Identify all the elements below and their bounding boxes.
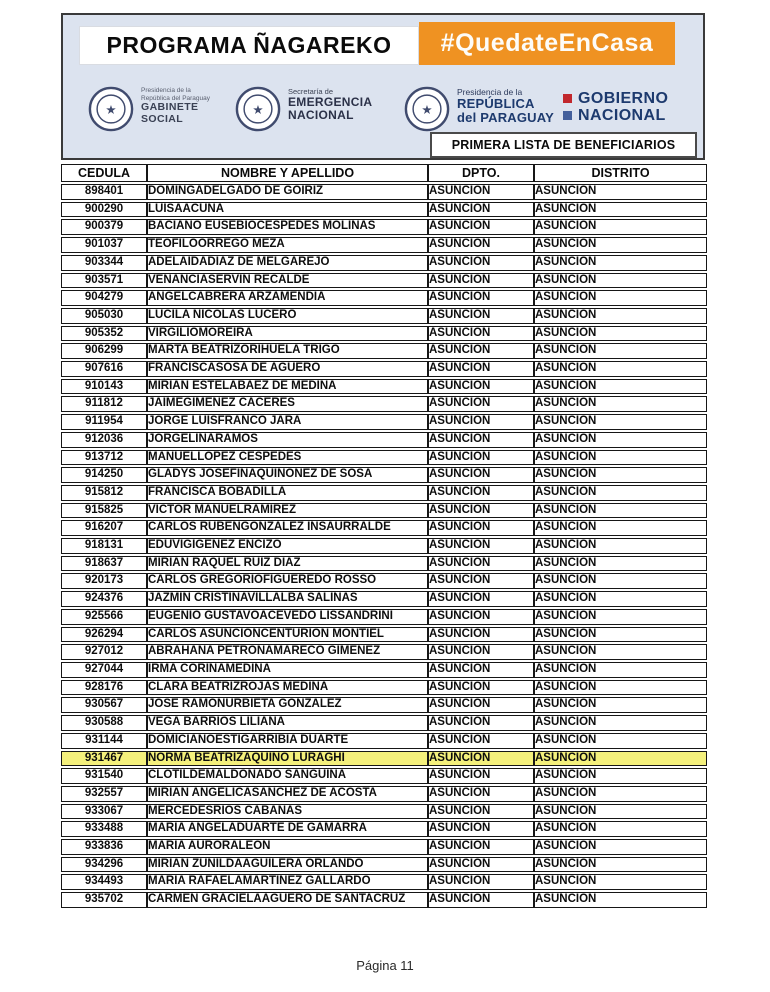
cell-distrito: ASUNCION	[534, 379, 707, 395]
header-box	[61, 13, 705, 160]
cell-dpto: ASUNCION	[428, 697, 534, 713]
logo-line: EMERGENCIA	[288, 95, 373, 109]
cell-cedula: 907616	[61, 361, 147, 377]
table-row	[61, 255, 707, 271]
table-row	[61, 290, 707, 306]
beneficiary-table-body	[61, 184, 707, 908]
cell-dpto: ASUNCION	[428, 573, 534, 589]
cell-distrito: ASUNCION	[534, 237, 707, 253]
cell-cedula: 915812	[61, 485, 147, 501]
cell-nombre: BACIANO EUSEBIOCESPEDES MOLINAS	[147, 219, 428, 235]
table-row	[61, 768, 707, 784]
table-row	[61, 573, 707, 589]
cell-distrito: ASUNCION	[534, 573, 707, 589]
cell-cedula: 903344	[61, 255, 147, 271]
cell-distrito: ASUNCION	[534, 892, 707, 908]
cell-distrito: ASUNCION	[534, 680, 707, 696]
logo-line: GABINETE	[141, 101, 199, 113]
page-number: Página 11	[356, 958, 414, 973]
table-row	[61, 786, 707, 802]
cell-cedula: 913712	[61, 450, 147, 466]
cell-distrito: ASUNCION	[534, 768, 707, 784]
gobierno-row	[563, 91, 668, 106]
cell-cedula: 901037	[61, 237, 147, 253]
cell-nombre: MIRIAN ANGELICASANCHEZ DE ACOSTA	[147, 786, 428, 802]
cell-distrito: ASUNCION	[534, 290, 707, 306]
table-row	[61, 538, 707, 554]
cell-nombre: MARIA AURORALEON	[147, 839, 428, 855]
cell-nombre: CLARA BEATRIZROJAS MEDINA	[147, 680, 428, 696]
cell-distrito: ASUNCION	[534, 662, 707, 678]
logo-gobierno-nacional	[563, 91, 668, 123]
cell-dpto: ASUNCION	[428, 786, 534, 802]
red-square-icon	[563, 94, 572, 103]
cell-dpto: ASUNCION	[428, 503, 534, 519]
cell-cedula: 911954	[61, 414, 147, 430]
cell-cedula: 912036	[61, 432, 147, 448]
cell-cedula: 915825	[61, 503, 147, 519]
table-row	[61, 361, 707, 377]
cell-nombre: JORGELINARAMOS	[147, 432, 428, 448]
logo-line: Secretaría de	[288, 87, 334, 96]
table-row	[61, 396, 707, 412]
cell-distrito: ASUNCION	[534, 184, 707, 200]
cell-nombre: JAZMIN CRISTINAVILLALBA SALINAS	[147, 591, 428, 607]
cell-dpto: ASUNCION	[428, 627, 534, 643]
cell-dpto: ASUNCION	[428, 396, 534, 412]
table-row	[61, 591, 707, 607]
header-distrito: DISTRITO	[534, 164, 707, 182]
cell-distrito: ASUNCION	[534, 450, 707, 466]
cell-nombre: FRANCISCASOSA DE AGUERO	[147, 361, 428, 377]
logo-emergencia-nacional-text	[288, 86, 372, 122]
cell-cedula: 933488	[61, 821, 147, 837]
cell-nombre: MERCEDESRIOS CABAÑAS	[147, 804, 428, 820]
cell-dpto: ASUNCION	[428, 290, 534, 306]
table-row	[61, 662, 707, 678]
cell-distrito: ASUNCION	[534, 255, 707, 271]
cell-distrito: ASUNCION	[534, 202, 707, 218]
cell-nombre: ABRAHANA PETRONAMARECO GIMENEZ	[147, 644, 428, 660]
cell-nombre: ANGELCABRERA ARZAMENDIA	[147, 290, 428, 306]
logo-gabinete-social-text	[141, 86, 210, 125]
cell-cedula: 905352	[61, 326, 147, 342]
cell-distrito: ASUNCION	[534, 326, 707, 342]
cell-cedula: 934296	[61, 857, 147, 873]
cell-nombre: DOMICIANOESTIGARRIBIA DUARTE	[147, 733, 428, 749]
cell-distrito: ASUNCION	[534, 697, 707, 713]
cell-cedula: 931540	[61, 768, 147, 784]
table-row	[61, 697, 707, 713]
logo-emergencia-nacional	[235, 86, 372, 137]
cell-nombre: NORMA BEATRIZAQUINO LURAGHI	[147, 751, 428, 767]
logo-gabinete-social	[88, 86, 210, 137]
paraguay-seal-icon	[404, 86, 450, 137]
table-row	[61, 273, 707, 289]
cell-dpto: ASUNCION	[428, 414, 534, 430]
cell-nombre: ADELAIDADIAZ DE MELGAREJO	[147, 255, 428, 271]
cell-distrito: ASUNCION	[534, 485, 707, 501]
cell-dpto: ASUNCION	[428, 520, 534, 536]
cell-dpto: ASUNCION	[428, 343, 534, 359]
table-row	[61, 219, 707, 235]
cell-cedula: 927044	[61, 662, 147, 678]
table-row	[61, 751, 707, 767]
cell-nombre: VENANCIASERVIN RECALDE	[147, 273, 428, 289]
cell-cedula: 935702	[61, 892, 147, 908]
cell-cedula: 933067	[61, 804, 147, 820]
cell-dpto: ASUNCION	[428, 644, 534, 660]
cell-dpto: ASUNCION	[428, 273, 534, 289]
cell-distrito: ASUNCION	[534, 503, 707, 519]
table-row	[61, 821, 707, 837]
table-row	[61, 680, 707, 696]
cell-cedula: 930567	[61, 697, 147, 713]
cell-cedula: 900290	[61, 202, 147, 218]
logo-line: SOCIAL	[141, 112, 184, 125]
cell-nombre: VEGA BARRIOS LILIANA	[147, 715, 428, 731]
cell-nombre: DOMINGADELGADO DE GOIRIZ	[147, 184, 428, 200]
cell-distrito: ASUNCION	[534, 396, 707, 412]
cell-dpto: ASUNCION	[428, 680, 534, 696]
cell-cedula: 926294	[61, 627, 147, 643]
cell-distrito: ASUNCION	[534, 857, 707, 873]
cell-nombre: GLADYS JOSEFINAQUIÑONEZ DE SOSA	[147, 467, 428, 483]
cell-dpto: ASUNCION	[428, 857, 534, 873]
cell-distrito: ASUNCION	[534, 609, 707, 625]
cell-nombre: CARLOS RUBENGONZALEZ INSAURRALDE	[147, 520, 428, 536]
cell-dpto: ASUNCION	[428, 467, 534, 483]
cell-dpto: ASUNCION	[428, 432, 534, 448]
table-row	[61, 804, 707, 820]
beneficiary-table	[61, 162, 707, 910]
cell-distrito: ASUNCION	[534, 786, 707, 802]
cell-dpto: ASUNCION	[428, 715, 534, 731]
cell-distrito: ASUNCION	[534, 556, 707, 572]
header-nombre: NOMBRE Y APELLIDO	[147, 164, 428, 182]
cell-distrito: ASUNCION	[534, 591, 707, 607]
cell-dpto: ASUNCION	[428, 379, 534, 395]
logo-line: Presidencia de la	[141, 87, 191, 94]
table-row	[61, 892, 707, 908]
cell-cedula: 906299	[61, 343, 147, 359]
cell-nombre: FRANCISCA BOBADILLA	[147, 485, 428, 501]
list-title: PRIMERA LISTA DE BENEFICIARIOS	[430, 132, 697, 158]
cell-dpto: ASUNCION	[428, 821, 534, 837]
logo-line: NACIONAL	[578, 107, 666, 124]
cell-dpto: ASUNCION	[428, 450, 534, 466]
table-row	[61, 874, 707, 890]
cell-cedula: 931144	[61, 733, 147, 749]
cell-distrito: ASUNCION	[534, 361, 707, 377]
cell-cedula: 918131	[61, 538, 147, 554]
cell-cedula: 927012	[61, 644, 147, 660]
cell-nombre: VIRGILIOMOREIRA	[147, 326, 428, 342]
blue-square-icon	[563, 111, 572, 120]
cell-nombre: JOSE RAMONURBIETA GONZALEZ	[147, 697, 428, 713]
table-row	[61, 857, 707, 873]
logo-presidencia-paraguay	[404, 86, 554, 137]
cell-distrito: ASUNCION	[534, 751, 707, 767]
cell-cedula: 931467	[61, 751, 147, 767]
cell-dpto: ASUNCION	[428, 662, 534, 678]
nacional-row	[563, 108, 668, 123]
table-row	[61, 450, 707, 466]
hashtag-banner: #QuedateEnCasa	[419, 22, 675, 65]
cell-dpto: ASUNCION	[428, 326, 534, 342]
cell-nombre: EDUVIGIGENEZ ENCIZO	[147, 538, 428, 554]
table-row	[61, 503, 707, 519]
table-row	[61, 184, 707, 200]
cell-cedula: 918637	[61, 556, 147, 572]
cell-distrito: ASUNCION	[534, 733, 707, 749]
table-row	[61, 308, 707, 324]
paraguay-seal-icon	[88, 86, 134, 137]
cell-nombre: MANUELLOPEZ CESPEDES	[147, 450, 428, 466]
cell-distrito: ASUNCION	[534, 821, 707, 837]
cell-distrito: ASUNCION	[534, 308, 707, 324]
cell-nombre: MIRIAN RAQUEL RUIZ DIAZ	[147, 556, 428, 572]
table-row	[61, 432, 707, 448]
header-cedula: CEDULA	[61, 164, 147, 182]
cell-nombre: CARLOS GREGORIOFIGUEREDO ROSSO	[147, 573, 428, 589]
table-row	[61, 202, 707, 218]
cell-nombre: MIRIAN ZUNILDAAGUILERA ORLANDO	[147, 857, 428, 873]
cell-dpto: ASUNCION	[428, 768, 534, 784]
paraguay-seal-icon	[235, 86, 281, 137]
table-row	[61, 485, 707, 501]
cell-nombre: MARIA ANGELADUARTE DE GAMARRA	[147, 821, 428, 837]
cell-cedula: 928176	[61, 680, 147, 696]
cell-dpto: ASUNCION	[428, 237, 534, 253]
cell-nombre: LUISAACUÑA	[147, 202, 428, 218]
cell-cedula: 910143	[61, 379, 147, 395]
logo-presidencia-paraguay-text	[457, 86, 554, 124]
cell-nombre: JAIMEGIMENEZ CACERES	[147, 396, 428, 412]
cell-nombre: CLOTILDEMALDONADO SANGUINA	[147, 768, 428, 784]
cell-cedula: 916207	[61, 520, 147, 536]
cell-dpto: ASUNCION	[428, 308, 534, 324]
table-row	[61, 520, 707, 536]
cell-cedula: 932557	[61, 786, 147, 802]
table-row	[61, 556, 707, 572]
cell-nombre: IRMA CORINAMEDINA	[147, 662, 428, 678]
table-row	[61, 609, 707, 625]
cell-dpto: ASUNCION	[428, 591, 534, 607]
cell-nombre: MARIA RAFAELAMARTINEZ GALLARDO	[147, 874, 428, 890]
cell-dpto: ASUNCION	[428, 184, 534, 200]
table-row	[61, 237, 707, 253]
cell-dpto: ASUNCION	[428, 255, 534, 271]
cell-dpto: ASUNCION	[428, 874, 534, 890]
cell-distrito: ASUNCION	[534, 839, 707, 855]
cell-cedula: 898401	[61, 184, 147, 200]
cell-cedula: 903571	[61, 273, 147, 289]
cell-nombre: MIRIAN ESTELABAEZ DE MEDINA	[147, 379, 428, 395]
cell-dpto: ASUNCION	[428, 733, 534, 749]
cell-cedula: 933836	[61, 839, 147, 855]
logo-line: REPÚBLICA	[457, 96, 535, 111]
cell-cedula: 920173	[61, 573, 147, 589]
cell-nombre: JORGE LUISFRANCO JARA	[147, 414, 428, 430]
cell-cedula: 924376	[61, 591, 147, 607]
table-row	[61, 467, 707, 483]
cell-distrito: ASUNCION	[534, 467, 707, 483]
table-row	[61, 343, 707, 359]
cell-cedula: 911812	[61, 396, 147, 412]
cell-nombre: MARTA BEATRIZORIHUELA TRIGO	[147, 343, 428, 359]
cell-distrito: ASUNCION	[534, 804, 707, 820]
table-row	[61, 326, 707, 342]
header-dpto: DPTO.	[428, 164, 534, 182]
table-row	[61, 414, 707, 430]
cell-nombre: LUCILA NICOLAS LUCERO	[147, 308, 428, 324]
logo-line: NACIONAL	[288, 108, 354, 122]
cell-dpto: ASUNCION	[428, 804, 534, 820]
cell-nombre: EUGENIO GUSTAVOACEVEDO LISSANDRINI	[147, 609, 428, 625]
logo-line: Presidencia de la	[457, 87, 523, 97]
cell-distrito: ASUNCION	[534, 520, 707, 536]
cell-cedula: 914250	[61, 467, 147, 483]
logo-line: GOBIERNO	[578, 90, 669, 107]
table-header-row	[61, 164, 707, 182]
cell-cedula: 905030	[61, 308, 147, 324]
table-row	[61, 839, 707, 855]
cell-nombre: CARMEN GRACIELAAGUERO DE SANTACRUZ	[147, 892, 428, 908]
cell-dpto: ASUNCION	[428, 219, 534, 235]
cell-distrito: ASUNCION	[534, 343, 707, 359]
table-row	[61, 627, 707, 643]
cell-distrito: ASUNCION	[534, 414, 707, 430]
cell-dpto: ASUNCION	[428, 751, 534, 767]
svg-text:★: ★	[105, 102, 117, 117]
table-row	[61, 715, 707, 731]
logo-line: del PARAGUAY	[457, 109, 555, 125]
cell-dpto: ASUNCION	[428, 609, 534, 625]
program-title: PROGRAMA ÑAGAREKO	[79, 26, 419, 65]
cell-nombre: VICTOR MANUELRAMIREZ	[147, 503, 428, 519]
cell-distrito: ASUNCION	[534, 432, 707, 448]
cell-distrito: ASUNCION	[534, 219, 707, 235]
cell-dpto: ASUNCION	[428, 839, 534, 855]
cell-distrito: ASUNCION	[534, 538, 707, 554]
cell-dpto: ASUNCION	[428, 892, 534, 908]
cell-cedula: 925566	[61, 609, 147, 625]
table-row	[61, 379, 707, 395]
cell-cedula: 904279	[61, 290, 147, 306]
cell-distrito: ASUNCION	[534, 715, 707, 731]
cell-dpto: ASUNCION	[428, 538, 534, 554]
cell-cedula: 930588	[61, 715, 147, 731]
svg-text:★: ★	[421, 102, 433, 117]
cell-cedula: 934493	[61, 874, 147, 890]
cell-cedula: 900379	[61, 219, 147, 235]
svg-text:★: ★	[252, 102, 264, 117]
cell-distrito: ASUNCION	[534, 874, 707, 890]
cell-nombre: TEOFILOORREGO MEZA	[147, 237, 428, 253]
cell-dpto: ASUNCION	[428, 202, 534, 218]
table-row	[61, 644, 707, 660]
table-row	[61, 733, 707, 749]
cell-dpto: ASUNCION	[428, 485, 534, 501]
cell-dpto: ASUNCION	[428, 556, 534, 572]
cell-distrito: ASUNCION	[534, 644, 707, 660]
cell-distrito: ASUNCION	[534, 273, 707, 289]
cell-distrito: ASUNCION	[534, 627, 707, 643]
cell-dpto: ASUNCION	[428, 361, 534, 377]
logo-line: República del Paraguay	[141, 94, 211, 102]
cell-nombre: CARLOS ASUNCIONCENTURION MONTIEL	[147, 627, 428, 643]
